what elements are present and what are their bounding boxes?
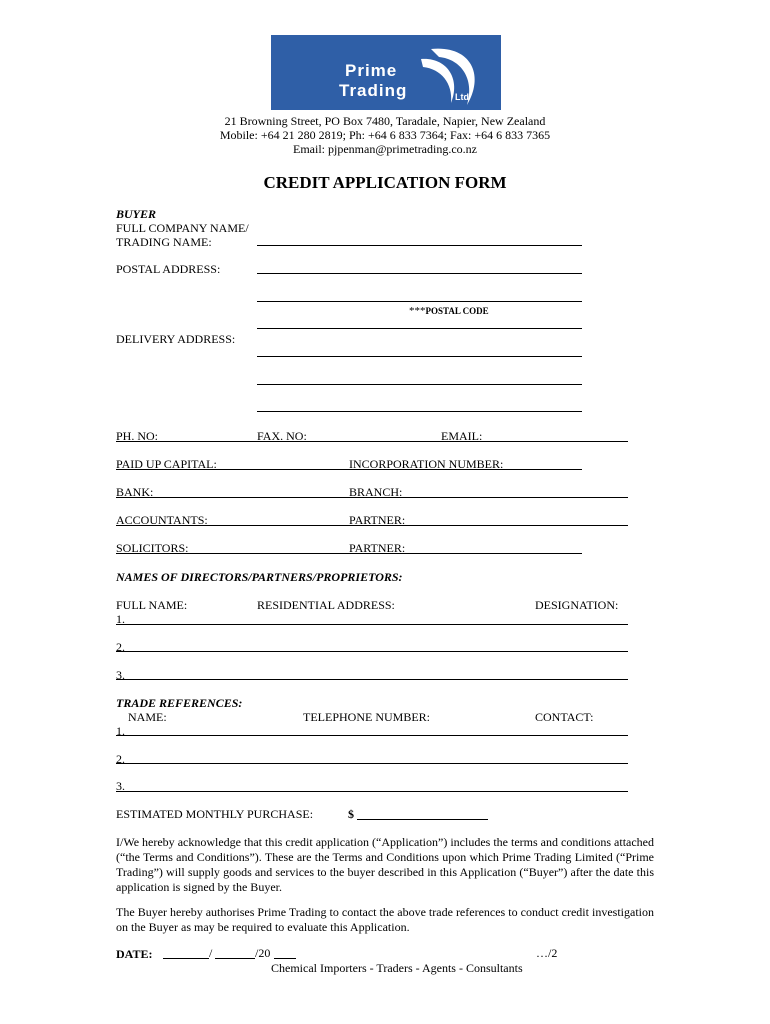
trade-ref-row-1-field[interactable] <box>116 735 628 736</box>
company-address: 21 Browning Street, PO Box 7480, Taradale, Napier, New Zealand <box>224 114 546 128</box>
date-separator: / <box>209 946 213 960</box>
capital-incorporation-field[interactable] <box>116 469 582 470</box>
postal-address-label: POSTAL ADDRESS: <box>116 262 221 276</box>
delivery-address-field-1[interactable] <box>257 356 582 357</box>
solicitors-field[interactable] <box>116 553 582 554</box>
director-row-number: 3. <box>116 668 125 682</box>
postal-code-label <box>409 305 489 317</box>
trade-refs-heading: TRADE REFERENCES: <box>116 696 243 710</box>
trading-name-field[interactable] <box>257 245 582 246</box>
postal-address-field-2[interactable] <box>257 301 582 302</box>
phone-fax-email-field[interactable] <box>116 441 628 442</box>
trade-ref-row-number: 1. <box>116 724 125 738</box>
solicitors-partner-label: PARTNER: <box>349 541 406 555</box>
delivery-address-field-2[interactable] <box>257 384 582 385</box>
date-day-field[interactable] <box>163 958 209 959</box>
company-contact: Mobile: +64 21 280 2819; Ph: +64 6 833 7364; Fax: +64 6 833 7365 <box>219 128 551 142</box>
directors-col-name: FULL NAME: <box>116 598 188 612</box>
postal-code-field[interactable] <box>257 328 582 329</box>
delivery-address-field-3[interactable] <box>257 411 582 412</box>
authorisation-paragraph: The Buyer hereby authorises Prime Trading to contact the above trade references to conduct credit investigation on the Buyer as may be required to evaluate this Application. <box>116 905 654 934</box>
postal-code-prefix: *** <box>409 305 426 317</box>
solicitors-label: SOLICITORS: <box>116 541 189 555</box>
director-row-3-field[interactable] <box>116 679 628 680</box>
footer-tagline: Chemical Importers - Traders - Agents - Consultants <box>271 961 523 975</box>
director-row-number: 1. <box>116 612 125 626</box>
company-name-label: FULL COMPANY NAME/ <box>116 221 249 235</box>
bank-branch-field[interactable] <box>116 497 628 498</box>
accountants-partner-label: PARTNER: <box>349 513 406 527</box>
date-label: DATE: <box>116 947 153 961</box>
paid-up-capital-label: PAID UP CAPITAL: <box>116 457 217 471</box>
trade-ref-row-number: 2. <box>116 752 125 766</box>
director-row-number: 2. <box>116 640 125 654</box>
purchase-amount-field[interactable] <box>357 819 488 820</box>
acknowledgement-paragraph: I/We hereby acknowledge that this credit application (“Application”) includes the terms and conditions attached (“the Terms and Conditions”). These are the Terms and Conditions upon which Prime Trading Limited (“Prime Trading”) will supply goods and services to the buyer described in this Application (“Buyer”) after the date this application is signed by the Buyer. <box>116 835 654 894</box>
purchase-label: ESTIMATED MONTHLY PURCHASE: <box>116 807 314 821</box>
ph-label: PH. NO: <box>116 429 159 443</box>
trade-refs-col-name: NAME: <box>128 710 167 724</box>
director-row-1-field[interactable] <box>116 624 628 625</box>
trade-ref-row-2-field[interactable] <box>116 763 628 764</box>
date-year-field[interactable] <box>274 958 296 959</box>
director-row-2-field[interactable] <box>116 651 628 652</box>
date-month-field[interactable] <box>215 958 255 959</box>
accountants-field[interactable] <box>116 525 628 526</box>
company-logo <box>271 35 501 110</box>
email-label: EMAIL: <box>441 429 483 443</box>
accountants-label: ACCOUNTANTS: <box>116 513 208 527</box>
branch-label: BRANCH: <box>349 485 403 499</box>
trade-ref-row-3-field[interactable] <box>116 791 628 792</box>
delivery-address-label: DELIVERY ADDRESS: <box>116 332 236 346</box>
trade-refs-col-phone: TELEPHONE NUMBER: <box>303 710 430 724</box>
trade-refs-col-contact: CONTACT: <box>535 710 594 724</box>
purchase-currency: $ <box>348 807 354 821</box>
company-email: Email: pjpenman@primetrading.co.nz <box>293 142 477 156</box>
form-title: CREDIT APPLICATION FORM <box>263 173 507 192</box>
bank-label: BANK: <box>116 485 154 499</box>
logo-text-suffix: Ltd <box>455 92 469 102</box>
incorporation-label: INCORPORATION NUMBER: <box>349 457 504 471</box>
page-marker: …/2 <box>536 946 558 960</box>
directors-heading: NAMES OF DIRECTORS/PARTNERS/PROPRIETORS: <box>116 570 403 584</box>
trade-ref-row-number: 3. <box>116 779 125 793</box>
postal-address-field-1[interactable] <box>257 273 582 274</box>
buyer-heading: BUYER <box>116 207 157 221</box>
logo-text-line2: Trading <box>339 81 408 100</box>
logo-text-line1: Prime <box>345 61 398 80</box>
fax-label: FAX. NO: <box>257 429 307 443</box>
postal-code-text: POSTAL CODE <box>425 306 489 316</box>
directors-col-designation: DESIGNATION: <box>535 598 619 612</box>
date-year-prefix: /20 <box>255 946 271 960</box>
trading-name-label: TRADING NAME: <box>116 235 212 249</box>
directors-col-address: RESIDENTIAL ADDRESS: <box>257 598 395 612</box>
